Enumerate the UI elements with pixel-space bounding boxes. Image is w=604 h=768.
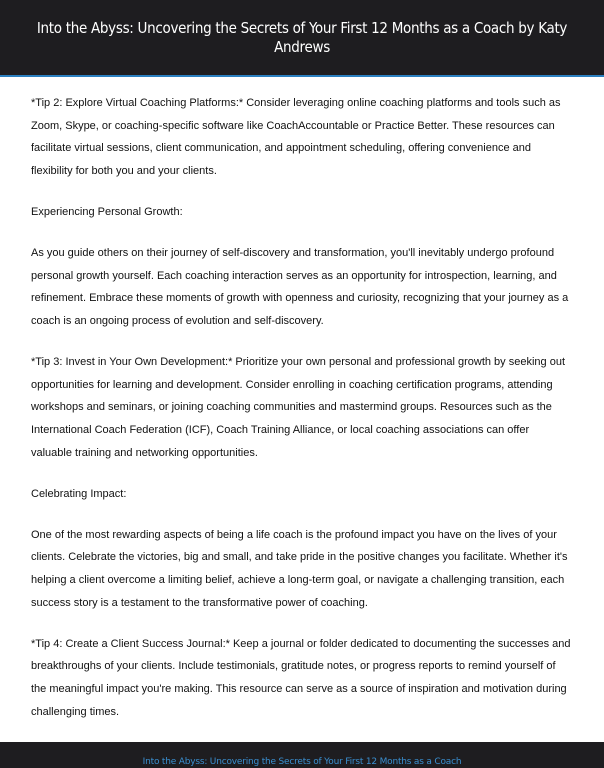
- paragraph-tip-3: *Tip 3: Invest in Your Own Development:* Prioritize your own personal and professional growth by seeking out opportunities for learning and development. Consider enrolling in coaching certification programs, attending workshops and seminars, or joining coaching communities and mastermind groups. Resources such as the International Coach Federation (ICF), Coach Training Alliance, or local coaching associations can offer valuable training and networking opportunities.: [31, 356, 565, 459]
- page-header: [0, 0, 604, 77]
- heading-celebrating-impact: Celebrating Impact:: [31, 487, 127, 500]
- footer-title-link[interactable]: Into the Abyss: Uncovering the Secrets of Your First 12 Months as a Coach: [142, 757, 462, 767]
- heading-personal-growth: Experiencing Personal Growth:: [31, 205, 183, 218]
- paragraph-tip-4: *Tip 4: Create a Client Success Journal:* Keep a journal or folder dedicated to documenting the successes and breakthroughs of your clients. Include testimonials, gratitude notes, or progress reports to remind yourself of the meaningful impact you're making. This resource can serve as a source of inspiration and motivation during challenging times.: [31, 637, 571, 718]
- page-footer: [0, 742, 604, 768]
- page-title: Into the Abyss: Uncovering the Secrets of Your First 12 Months as a Coach by Katy Andrews: [36, 18, 568, 56]
- article-body: [31, 92, 571, 742]
- paragraph-tip-2: *Tip 2: Explore Virtual Coaching Platforms:* Consider leveraging online coaching platforms and tools such as Zoom, Skype, or coaching-specific software like CoachAccountable or Practice Better. These resources can facilitate virtual sessions, client communication, and appointment scheduling, offering convenience and flexibility for both you and your clients.: [31, 97, 561, 177]
- paragraph-personal-growth: As you guide others on their journey of self-discovery and transformation, you'll inevitably undergo profound personal growth yourself. Each coaching interaction serves as an opportunity for introspection, learning, and refinement. Embrace these moments of growth with openness and curiosity, recognizing that your journey as a coach is an ongoing process of evolution and self-discovery.: [31, 247, 569, 327]
- paragraph-celebrating-impact: One of the most rewarding aspects of being a life coach is the profound impact you have on the lives of your clients. Celebrate the victories, big and small, and take pride in the positive changes you facilitate. Whether it's helping a client overcome a limiting belief, achieve a long-term goal, or navigate a challenging transition, each success story is a testament to the transformative power of coaching.: [31, 528, 568, 609]
